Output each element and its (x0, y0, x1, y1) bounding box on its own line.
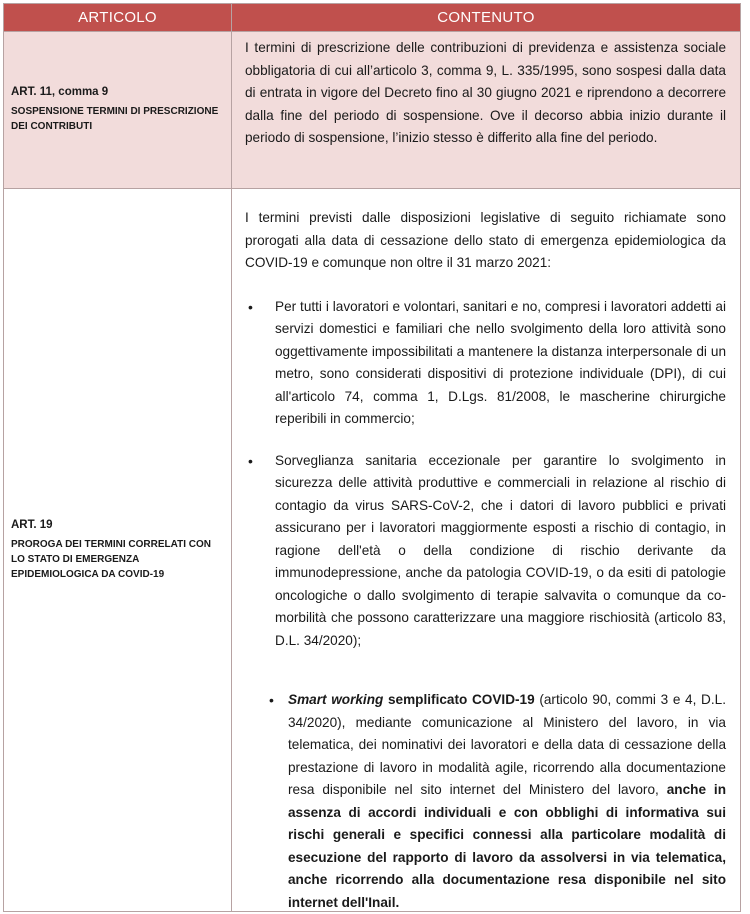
article-cell (4, 32, 232, 188)
content-cell (232, 32, 740, 188)
article-number: ART. 11, comma 9 (11, 86, 231, 98)
list-item (245, 450, 726, 653)
bullet-middle: (articolo 90, commi 3 e 4, D.L. 34/2020), mediante comunicazione al Ministero del lavoro, in via telematica, dei nominativi dei lavoratori e della data di cessazione della prestazione di lavoro in modalità agile, ricorrendo alla documentazione resa disponibile nel sito internet del Ministero del lavoro, (288, 692, 726, 797)
article-cell (4, 189, 232, 911)
list-item (245, 296, 726, 431)
bullet-tail-bold: anche in assenza di accordi individuali e con obblighi di informativa sui rischi generali e specifici connessi alla particolare modalità di esecuzione del rapporto di lavoro da assolversi in via telematica, anche ricorrendo alla documentazione resa disponibile nel sito internet dell'Inail. (288, 782, 726, 910)
articles-table (3, 3, 741, 912)
header-articolo: ARTICOLO (4, 4, 232, 31)
list-item (255, 689, 726, 914)
header-contenuto: CONTENUTO (232, 4, 740, 31)
content-paragraph: I termini di prescrizione delle contribuzioni di previdenza e assistenza sociale obbligatoria di cui all’articolo 3, comma 9, L. 335/1995, sono sospesi dalla data di entrata in vigore del Decreto fino al 30 giugno 2021 e riprendono a decorrere dalla fine del periodo di sospensione. Ove il decorso abbia inizio durante il periodo di sospensione, l’inizio stesso è differito alla fine del periodo. (245, 37, 726, 150)
bullet-lead-bold: semplificato COVID-19 (383, 692, 534, 707)
content-intro: I termini previsti dalle disposizioni legislative di seguito richiamate sono prorogati alla data di cessazione dello stato di emergenza epidemiologica da COVID-19 e comunque non oltre il 31 marzo 2021: (245, 207, 726, 275)
article-title: SOSPENSIONE TERMINI DI PRESCRIZIONE DEI CONTRIBUTI (11, 104, 231, 134)
bullet-text: Per tutti i lavoratori e volontari, sanitari e no, compresi i lavoratori addetti ai servizi domestici e familiari che nello svolgimento della loro attività sono oggettivamente impossibilitati a mantenere la distanza interpersonale di un metro, sono considerati dispositivi di protezione individuale (DPI), di cui all'articolo 74, comma 1, D.Lgs. 81/2008, le mascherine chirurgiche reperibili in commercio; (275, 299, 726, 427)
bullet-list (245, 296, 726, 914)
bullet-text: Sorveglianza sanitaria eccezionale per garantire lo svolgimento in sicurezza delle attività produttive e commerciali in relazione al rischio di contagio da virus SARS-CoV-2, che i datori di lavoro pubblici e privati assicurano per i lavoratori maggiormente esposti a rischio di contagio, in ragione dell'età o della condizione di rischio derivante da immunodepressione, anche da patologia COVID-19, o da esiti di patologie oncologiche o dallo svolgimento di terapie salvavita o comunque da co-morbilità che possono caratterizzare una maggiore rischiosità (articolo 83, D.L. 34/2020); (275, 453, 726, 648)
content-cell (232, 189, 740, 911)
bullet-lead-italic: Smart working (288, 692, 383, 707)
article-title: PROROGA DEI TERMINI CORRELATI CON LO STATO DI EMERGENZA EPIDEMIOLOGICA DA COVID-19 (11, 537, 231, 582)
table-row (4, 188, 740, 911)
table-row (4, 31, 740, 188)
table-header (4, 4, 740, 31)
article-number: ART. 19 (11, 519, 231, 531)
